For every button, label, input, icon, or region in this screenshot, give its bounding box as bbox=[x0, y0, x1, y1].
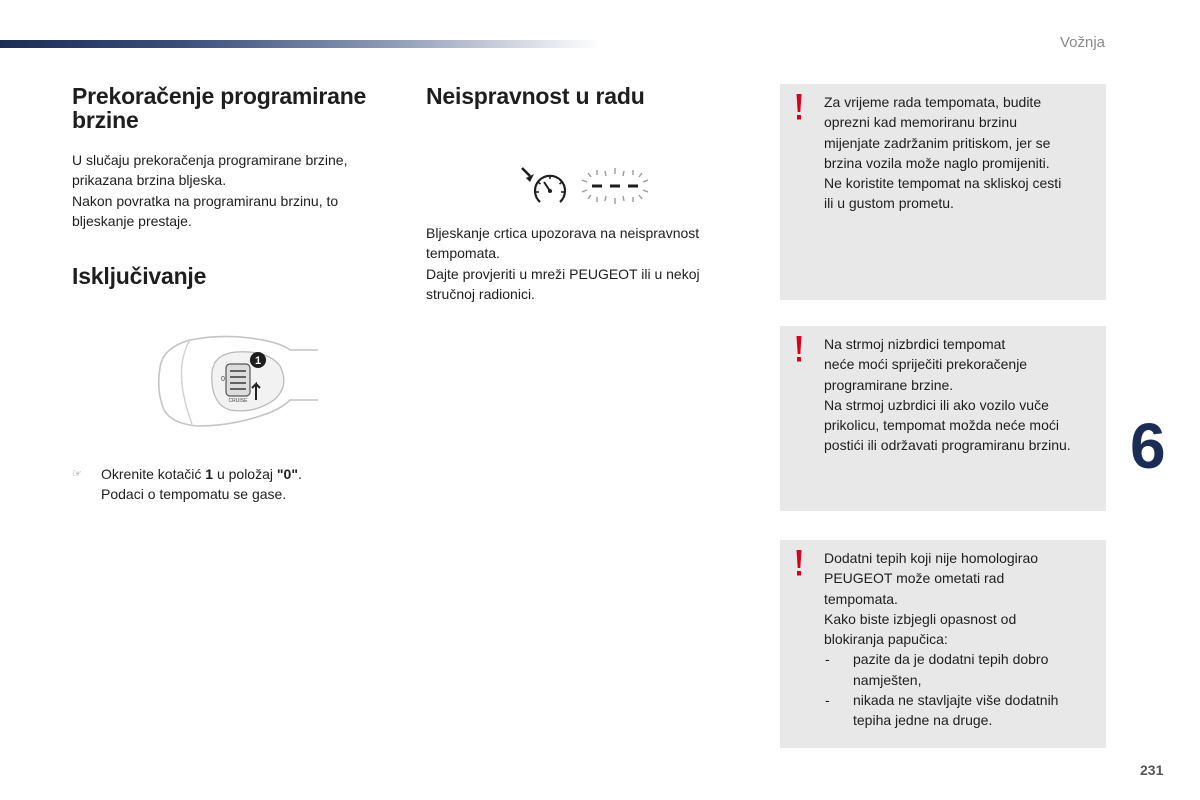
list-item: - pazite da je dodatni tepih dobro namješten, bbox=[825, 651, 1049, 688]
cruise-fault-indicator bbox=[516, 162, 662, 210]
list-item: - nikada ne stavljajte više dodatnih tepiha jedne na druge. bbox=[825, 692, 1059, 729]
warning-text: Na strmoj nizbrdici tempomat neće moći spriječiti prekoračenje programirane brzine. Na strmoj uzbrdici ili ako vozilo vuče prikolicu, tempomat možda neće moći postići ili održavati programiranu brzinu. bbox=[824, 336, 1071, 454]
heading-fault: Neispravnost u radu bbox=[426, 83, 645, 109]
warning-text: Dodatni tepih koji nije homologirao PEUGEOT može ometati rad tempomata. Kako biste izbjegli opasnost od blokiranja papučica: - pazite da je dodatni tepih dobro namješten, - nikada ne stavljajte više dodatnih tepiha jedne na druge. bbox=[824, 548, 1102, 731]
warning-box-floor-mat bbox=[780, 540, 1106, 748]
zero-position-label: 0 bbox=[221, 376, 225, 383]
callout-number: 1 bbox=[254, 355, 262, 367]
switch-off-step-text: Okrenite kotačić 1 u položaj "0". Podaci o tempomatu se gase. bbox=[101, 466, 302, 503]
overspeed-paragraph: U slučaju prekoračenja programirane brzine, prikazana brzina bljeska. Nakon povratka na programiranu brzinu, to bljeskanje prestaje. bbox=[72, 152, 348, 230]
section-name: Vožnja bbox=[1059, 34, 1105, 51]
fault-paragraph: Bljeskanje crtica upozorava na neispravnost tempomata. Dajte provjeriti u mreži PEUGEOT ili u nekoj stručnoj radionici. bbox=[426, 225, 700, 303]
heading-overspeed: Prekoračenje programirane brzine bbox=[72, 83, 367, 133]
chapter-number: 6 bbox=[1130, 410, 1166, 482]
warning-box-slopes bbox=[780, 326, 1106, 511]
hand-point-icon: ☞ bbox=[72, 468, 82, 480]
exclamation-icon bbox=[794, 92, 804, 122]
cruise-lever-illustration bbox=[150, 330, 320, 430]
blinking-dashes-icon bbox=[582, 168, 648, 204]
lever-label: CRUISE bbox=[228, 398, 248, 404]
exclamation-icon bbox=[794, 548, 804, 578]
heading-switch-off: Isključivanje bbox=[72, 263, 207, 289]
header-gradient-bar bbox=[0, 40, 600, 48]
warning-box-speed-change bbox=[780, 84, 1106, 300]
warning-text: Za vrijeme rada tempomata, budite oprezni kad memoriranu brzinu mijenjate zadržanim pritiskom, jer se brzina vozila može naglo promijeniti. Ne koristite tempomat na skliskoj cesti ili u gustom prometu. bbox=[824, 94, 1062, 212]
page-number: 231 bbox=[1140, 762, 1164, 778]
exclamation-icon bbox=[794, 334, 804, 364]
speedometer-icon bbox=[522, 168, 565, 202]
